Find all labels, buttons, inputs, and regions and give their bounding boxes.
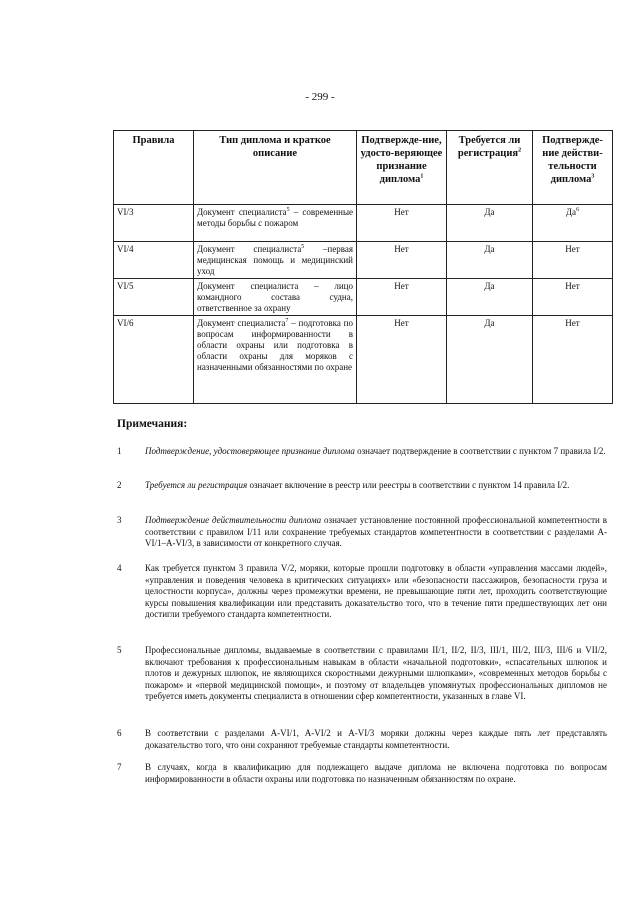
page-number: - 299 - <box>305 91 335 103</box>
note-text: Подтверждение действительности диплома означает установление постоянной профессиональной компетентности в соответствии с правилом I/11 или сохранение требуемых стандартов компетентности в соответствии с разделами A-VI/1–A-VI/3, в зависимости от конкретного случая. <box>145 515 607 548</box>
header-registration: Требуется ли регистрация$^2$ <box>447 131 533 205</box>
note-number: 3 <box>117 515 122 525</box>
table-header-row <box>114 131 613 205</box>
cell-diploma-type: Документ специалиста$^5$ –первая медицинская помощь и медицинский уход <box>194 242 357 279</box>
cell-registration: Да <box>447 242 533 279</box>
cell-diploma-type: Документ специалиста$^5$ – современные методы борьбы с пожаром <box>194 205 357 242</box>
cell-validity: Нет <box>533 316 613 404</box>
note-text: Профессиональные дипломы, выдаваемые в соответствии с правилами II/1, II/2, II/3, III/1, III/2, III/3, III/6 и VII/2, включают требования к профессиональным навыкам в области «начальной подготовки», «спасательных шлюпок и плотов и дежурных шлюпок, не являющихся скоростными дежурными шлюпками», «современных методов борьбы с пожаром» и «первой медицинской помощи», и поэтому от владельцев упомянутых профессиональных дипломов не требуется иметь документы специалиста в отношении сфер компетентности, указанных в главе VI. <box>145 645 607 701</box>
cell-diploma-type: Документ специалиста – лицо командного состава судна, ответственное за охрану <box>194 279 357 316</box>
note-text: В случаях, когда в квалификацию для подлежащего выдаче диплома не включена подготовка по вопросам информированности в области охраны или подготовка по назначенным обязанностям по охране. <box>145 762 607 784</box>
cell-registration: Да <box>447 205 533 242</box>
cell-recognition: Нет <box>357 316 447 404</box>
cell-rule: VI/3 <box>114 205 194 242</box>
note-text: Как требуется пунктом 3 правила V/2, моряки, которые прошли подготовку в области «управления массами людей», «управления и поведения человека в критических ситуациях» или «безопасности пассажиров, безопасности груза и целостности корпуса», должны через промежутки времени, не превышающие пяти лет, проходить соответствующие курсы повышения квалификации или представить доказательство того, что в течение пяти предшествующих лет они достигли требуемого стандарта компетентности. <box>145 563 607 619</box>
table-row <box>114 242 613 279</box>
note-number: 2 <box>117 480 122 490</box>
header-diploma-type: Тип диплома и краткое описание <box>194 131 357 205</box>
cell-recognition: Нет <box>357 205 447 242</box>
note-item <box>117 446 607 458</box>
note-text: Требуется ли регистрация означает включение в реестр или реестры в соответствии с пунктом 14 правила I/2. <box>145 480 570 490</box>
cell-diploma-type: Документ специалиста$^7$ – подготовка по вопросам информированности в области охраны или подготовка в области охраны для моряков с назначенными обязанностями по охране <box>194 316 357 404</box>
header-rules: Правила <box>114 131 194 205</box>
note-item <box>117 762 607 785</box>
note-item <box>117 480 607 492</box>
note-number: 1 <box>117 446 122 456</box>
note-text: Подтверждение, удостоверяющее признание диплома означает подтверждение в соответствии с пунктом 7 правила I/2. <box>145 446 606 456</box>
cell-recognition: Нет <box>357 279 447 316</box>
note-item <box>117 515 607 550</box>
cell-rule: VI/5 <box>114 279 194 316</box>
note-text: В соответствии с разделами A-VI/1, A-VI/2 и A-VI/3 моряки должны через каждые пять лет представлять доказательство того, что они сохраняют требуемые стандарты компетентности. <box>145 728 607 750</box>
header-validity: Подтвержде-ние действи-тельности диплома$^3$ <box>533 131 613 205</box>
note-item <box>117 563 607 621</box>
note-number: 4 <box>117 563 122 573</box>
note-item <box>117 645 607 703</box>
note-number: 5 <box>117 645 122 655</box>
cell-rule: VI/4 <box>114 242 194 279</box>
cell-rule: VI/6 <box>114 316 194 404</box>
note-number: 6 <box>117 728 122 738</box>
cell-recognition: Нет <box>357 242 447 279</box>
cell-validity: $Да^6$ <box>533 205 613 242</box>
cell-validity: Нет <box>533 242 613 279</box>
cell-registration: Да <box>447 279 533 316</box>
note-item <box>117 728 607 751</box>
notes-title: Примечания: <box>117 418 188 430</box>
header-recognition: Подтвержде-ние, удосто-веряющее признание диплома$^1$ <box>357 131 447 205</box>
table-row <box>114 279 613 316</box>
note-number: 7 <box>117 762 122 772</box>
table-row <box>114 316 613 404</box>
cell-registration: Да <box>447 316 533 404</box>
table-row <box>114 205 613 242</box>
cell-validity: Нет <box>533 279 613 316</box>
diploma-table <box>113 130 613 404</box>
